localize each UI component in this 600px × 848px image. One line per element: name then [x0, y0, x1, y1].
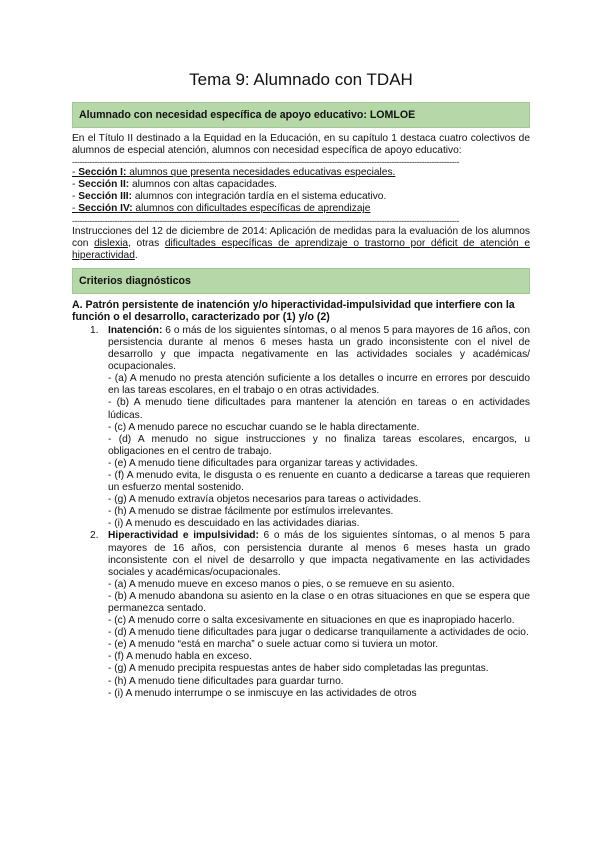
symptom-2d: - (d) A menudo tiene dificultades para jugar o dedicarse tranquilamente a actividades de ocio. — [108, 627, 529, 639]
symptom-1a: - (a) A menudo no presta atención suficiente a los detalles o incurre en errores por descuido en las tareas escolares, en el trabajo o en otras actividades. — [108, 373, 530, 397]
symptom-2c: - (c) A menudo corre o salta excesivamente en situaciones en que es inapropiado hacerlo. — [108, 615, 515, 627]
document-page — [72, 70, 530, 700]
list-number-1: 1. — [90, 324, 99, 336]
intro-paragraph: En el Título II destinado a la Equidad en la Educación, en su capítulo 1 destaca cuatro colectivos de alumnos de especial atención, alumnos con necesidad específica de apoyo educativo: — [72, 133, 530, 157]
list-item-inatencion — [72, 325, 530, 531]
symptom-1c: - (c) A menudo parece no escuchar cuando se le habla directamente. — [108, 421, 420, 433]
symptom-1g: - (g) A menudo extravía objetos necesarios para tareas o actividades. — [108, 494, 422, 506]
section-heading-criterios: Criterios diagnósticos — [72, 268, 530, 294]
dash-separator-top: ----------------------------------------------------------------------------------------------------------------------------------------------------------- — [72, 157, 460, 168]
section-item-4 — [72, 203, 530, 215]
dash-separator-bottom: ----------------------------------------------------------------------------------------------------------------------------------------------------------- — [72, 215, 460, 226]
section-item-1 — [72, 167, 530, 179]
symptom-2g: - (g) A menudo precipita respuestas antes de haber sido completadas las preguntas. — [108, 663, 489, 675]
dificultades-term: dificultades específicas de aprendizaje o trastorno por déficit de atención e hiperactividad — [72, 237, 530, 261]
symptom-1i: - (i) A menudo es descuidado en las actividades diarias. — [108, 518, 360, 530]
section-item-1-text: - Sección I: alumnos que presenta necesidades educativas especiales. — [72, 167, 396, 179]
symptom-1h: - (h) A menudo se distrae fácilmente por estímulos irrelevantes. — [108, 506, 394, 518]
hiperactividad-description: Hiperactividad e impulsividad: 6 o más de los siguientes síntomas, o al menos 5 para mayores de 16 años, con persistencia durante al menos 6 meses hasta un grado inconsistente con el nivel de desarrollo y que impacta negativamente en las actividades sociales y académicas/ocupacionales. — [108, 530, 530, 578]
dislexia-term: dislexia — [94, 237, 129, 249]
sections-list — [72, 167, 530, 215]
symptom-2f: - (f) A menudo habla en exceso. — [108, 651, 252, 663]
symptom-2i: - (i) A menudo interrumpe o se inmiscuye en las actividades de otros — [108, 687, 417, 699]
symptom-1e: - (e) A menudo tiene dificultades para organizar tareas y actividades. — [108, 457, 418, 469]
list-number-2: 2. — [90, 530, 99, 542]
inatencion-description: Inatención: 6 o más de los siguientes síntomas, o al menos 5 para mayores de 16 años, con persistencia durante al menos 6 meses hasta un grado inconsistente con el nivel de desarrollo y que impacta negativamente en las actividades sociales y académicas/ ocupacionales. — [108, 324, 530, 373]
list-item-hiperactividad — [72, 530, 530, 699]
section-item-4-text: - Sección IV: alumnos con dificultades específicas de aprendizaje — [72, 203, 371, 215]
page-title: Tema 9: Alumnado con TDAH — [189, 70, 413, 89]
criterion-a-heading: A. Patrón persistente de inatención y/o hiperactividad-impulsividad que interfiere con la función o el desarrollo, caracterizado por (1) y/o (2) — [72, 298, 515, 324]
symptom-2h: - (h) A menudo tiene dificultades para guardar turno. — [108, 675, 344, 687]
symptom-1f: - (f) A menudo evita, le disgusta o es renuente en cuanto a dedicarse a tareas que requieren un esfuerzo mental sostenido. — [108, 469, 530, 494]
symptom-1d: - (d) A menudo no sigue instrucciones y no finaliza tareas escolares, encargos, u obligaciones en el centro de trabajo. — [108, 433, 530, 457]
section-item-2: - Sección II: alumnos con altas capacidades. — [72, 179, 277, 191]
section-item-3: - Sección III: alumnos con integración tardía en el sistema educativo. — [72, 191, 387, 203]
symptom-2a: - (a) A menudo mueve en exceso manos o pies, o se remueve en su asiento. — [108, 578, 455, 590]
symptom-2e: - (e) A menudo “está en marcha” o suele actuar como si tuviera un motor. — [108, 639, 439, 651]
symptom-1b: - (b) A menudo tiene dificultades para mantener la atención en tareas o en actividades lúdicas. — [108, 397, 530, 421]
section-heading-lomloe: Alumnado con necesidad específica de apoyo educativo: LOMLOE — [72, 102, 530, 128]
symptom-2b: - (b) A menudo abandona su asiento en la clase o en otras situaciones en que se espera que permanezca sentado. — [108, 590, 530, 614]
instructions-paragraph: Instrucciones del 12 de diciembre de 2014: Aplicación de medidas para la evaluación de los alumnos con dislexia, otras dificultades específicas de aprendizaje o trastorno por déficit de atención e hiperactividad. — [72, 225, 530, 261]
